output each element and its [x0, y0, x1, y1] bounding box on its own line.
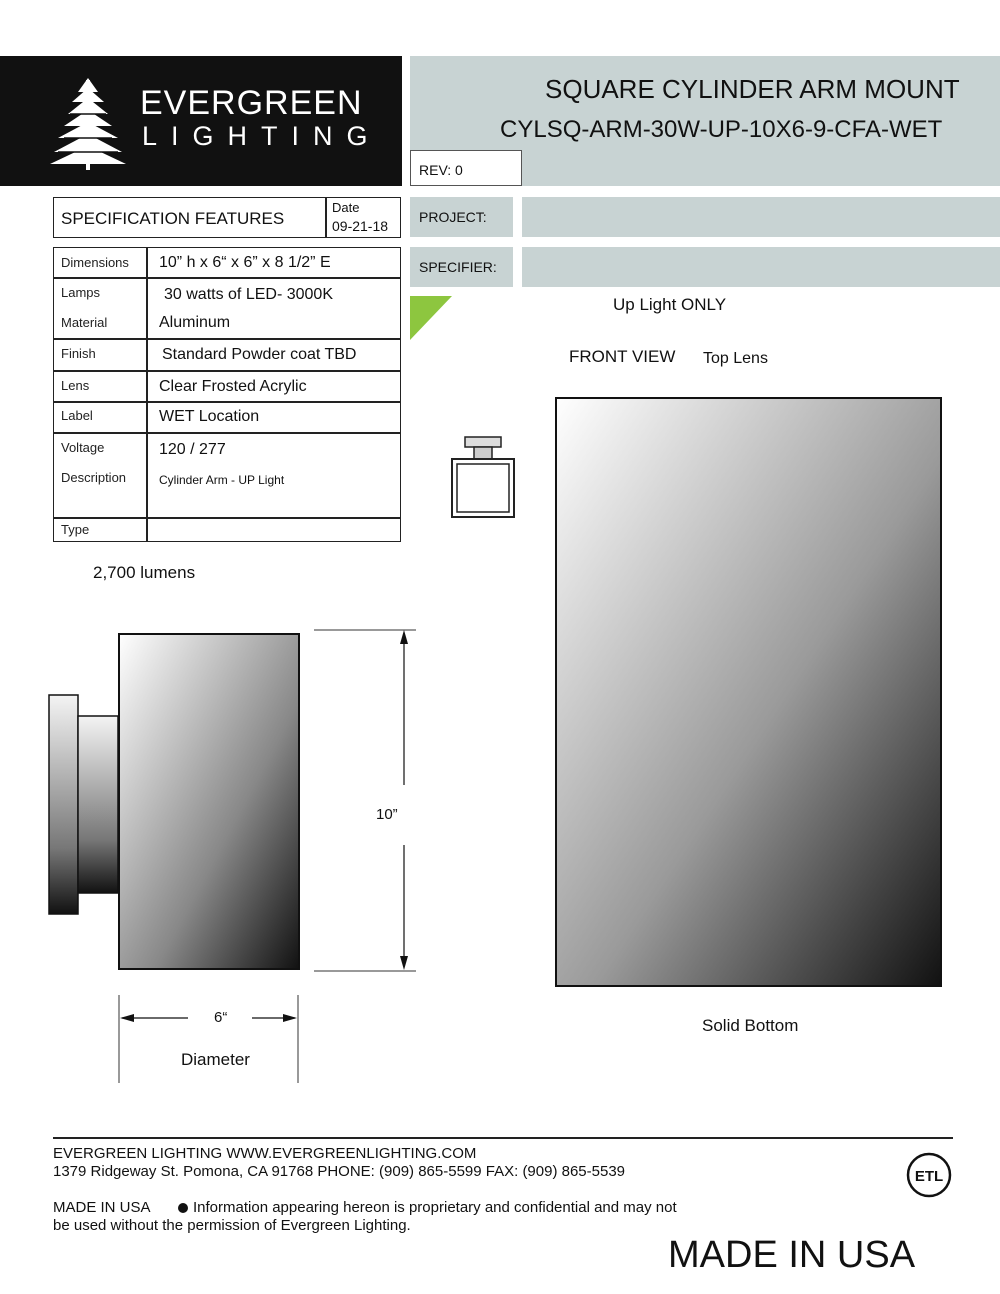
height-dimension-label: 10”	[376, 806, 398, 823]
footer-company-line: EVERGREEN LIGHTING WWW.EVERGREENLIGHTING.COM	[53, 1145, 477, 1162]
table-row-divider	[53, 370, 401, 372]
spec-label-voltage: Voltage	[61, 440, 105, 455]
front-view-label: FRONT VIEW	[569, 347, 676, 366]
table-row-divider	[53, 432, 401, 434]
spec-label-lens: Lens	[61, 378, 90, 393]
rev-label: REV: 0	[419, 162, 463, 178]
spec-value-material: Aluminum	[159, 314, 231, 331]
footer-disclaimer-line1: Information appearing hereon is proprietary and confidential and may not	[193, 1199, 677, 1216]
specifier-field[interactable]	[522, 247, 1000, 287]
front-view-drawing	[554, 396, 944, 990]
spec-label-label: Label	[61, 408, 93, 423]
up-light-note: Up Light ONLY	[613, 295, 727, 314]
spec-value-voltage: 120 / 277	[159, 441, 226, 458]
specifier-label: SPECIFIER:	[419, 259, 497, 275]
green-triangle-icon	[410, 296, 454, 342]
date-divider	[325, 197, 327, 238]
product-title: SQUARE CYLINDER ARM MOUNT	[545, 74, 960, 104]
spec-value-lens: Clear Frosted Acrylic	[159, 378, 307, 395]
table-row-divider	[53, 517, 401, 519]
table-row-divider	[53, 401, 401, 403]
table-column-divider	[146, 247, 148, 542]
fixture-top-icon	[448, 435, 518, 521]
spec-value-label: WET Location	[159, 408, 260, 425]
top-lens-label: Top Lens	[703, 350, 768, 367]
spec-label-material: Material	[61, 315, 108, 330]
diameter-label: Diameter	[181, 1050, 250, 1069]
brand-name: EVERGREEN	[140, 84, 363, 122]
footer-disclaimer-line2: be used without the permission of Evergreen Lighting.	[53, 1217, 411, 1234]
footer-address-line: 1379 Ridgeway St. Pomona, CA 91768 PHONE: (909) 865-5599 FAX: (909) 865-5539	[53, 1163, 626, 1180]
etl-listed-icon	[905, 1152, 953, 1198]
bullet-icon	[178, 1203, 188, 1213]
date-value: 09-21-18	[332, 218, 389, 234]
solid-bottom-label: Solid Bottom	[702, 1016, 799, 1035]
footer-rule	[53, 1137, 953, 1139]
date-label: Date	[332, 200, 360, 215]
project-label: PROJECT:	[419, 209, 487, 225]
lumens-note: 2,700 lumens	[93, 563, 196, 582]
product-code: CYLSQ-ARM-30W-UP-10X6-9-CFA-WET	[500, 116, 943, 143]
spec-value-lamps: 30 watts of LED- 3000K	[164, 286, 333, 303]
spec-title: SPECIFICATION FEATURES	[61, 209, 285, 228]
width-dimension-label: 6“	[214, 1009, 228, 1026]
table-row-divider	[53, 277, 401, 279]
spec-label-description: Description	[61, 470, 127, 485]
made-in-usa-banner: MADE IN USA	[668, 1234, 916, 1276]
project-field[interactable]	[522, 197, 1000, 237]
side-view-drawing	[40, 620, 430, 1090]
spec-value-finish: Standard Powder coat TBD	[162, 346, 357, 363]
tree-logo-icon	[48, 74, 128, 174]
etl-mark-text: ETL	[914, 1168, 944, 1185]
spec-label-type: Type	[61, 522, 90, 537]
spec-label-dimensions: Dimensions	[61, 255, 129, 270]
spec-label-finish: Finish	[61, 346, 96, 361]
spec-label-lamps: Lamps	[61, 285, 101, 300]
spec-value-dimensions: 10” h x 6“ x 6” x 8 1/2” E	[159, 254, 331, 271]
spec-value-description: Cylinder Arm - UP Light	[159, 473, 285, 487]
table-row-divider	[53, 338, 401, 340]
footer-made-in-usa: MADE IN USA	[53, 1199, 151, 1216]
brand-subtitle: LIGHTING	[142, 121, 382, 151]
